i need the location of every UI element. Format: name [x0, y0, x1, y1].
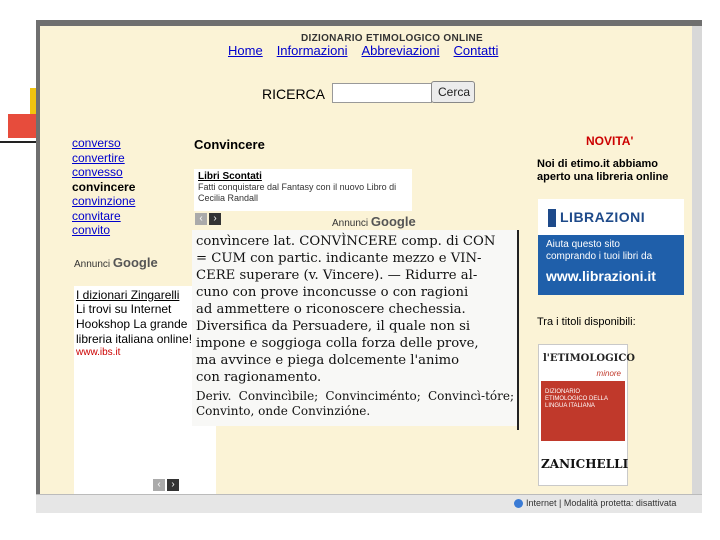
status-bar — [36, 494, 702, 513]
book-subtitle: DIZIONARIO ETIMOLOGICO DELLA LINGUA ITALIANA — [545, 389, 608, 409]
entry-ad-body: Fatti conquistare dal Fantasy con il nuovo Libro di Cecilia Randall — [198, 182, 397, 203]
scan-line: impone e soggioga colla forza delle prove, — [196, 336, 479, 351]
word-link[interactable]: convinzione — [72, 194, 136, 208]
dictionary-scan — [192, 230, 517, 426]
nav-contatti[interactable]: Contatti — [453, 43, 499, 58]
word-link[interactable]: convertire — [72, 150, 125, 165]
vertical-scrollbar[interactable] — [692, 26, 702, 494]
nav-informazioni[interactable]: Informazioni — [276, 43, 348, 58]
scan-line: ad ammettere o riconoscere chechessia. — [196, 302, 466, 317]
novita-text: Noi di etimo.it abbiamo aperto una libreria online — [537, 158, 669, 183]
prev-arrow-icon[interactable]: ‹ — [153, 479, 165, 491]
scan-line: con ragionamento. — [196, 370, 322, 385]
left-google-ads-label[interactable] — [74, 255, 158, 270]
status-text — [514, 498, 676, 508]
word-current: convincere — [72, 179, 136, 194]
entry-headword: Convincere — [194, 137, 265, 152]
librazioni-logo — [548, 209, 645, 227]
scan-text — [196, 233, 514, 419]
nav-abbreviazioni[interactable]: Abbreviazioni — [361, 43, 440, 58]
slide-decoration-line — [0, 141, 40, 143]
scan-deriv: Deriv. Convincìbile; Convinciménto; Convincì-tóre; Convinto, onde Convinzióne. — [196, 389, 514, 418]
librazioni-url[interactable]: www.librazioni.it — [546, 268, 656, 284]
left-ad-arrows — [153, 479, 179, 491]
search-label: RICERCA — [262, 86, 326, 102]
entry-ad-box[interactable] — [194, 169, 412, 211]
librazioni-line1: Aiuta questo sito — [546, 239, 620, 250]
scan-divider — [517, 230, 519, 430]
word-link[interactable]: convito — [72, 223, 111, 237]
ads-label: Annunci — [332, 218, 369, 229]
page-viewport — [40, 26, 692, 494]
book-minore: minore — [596, 369, 621, 378]
librazioni-banner[interactable] — [538, 199, 684, 295]
site-title: DIZIONARIO ETIMOLOGICO ONLINE — [300, 33, 484, 44]
prev-arrow-icon[interactable]: ‹ — [195, 213, 207, 225]
scan-line: CERE superare (v. Vincere). — Ridurre al- — [196, 268, 478, 283]
search-button[interactable]: Cerca — [431, 81, 475, 103]
status-label: Internet | Modalità protetta: disattivata — [526, 498, 677, 508]
next-arrow-icon[interactable]: › — [167, 479, 179, 491]
word-link[interactable]: converso — [72, 136, 121, 150]
left-ad-url[interactable]: www.ibs.it — [76, 347, 121, 358]
entry-ad-title[interactable]: Libri Scontati — [198, 171, 262, 182]
novita-heading: NOVITA' — [586, 134, 634, 148]
word-link[interactable]: convesso — [72, 165, 123, 179]
nav-home[interactable]: Home — [228, 43, 263, 58]
entry-google-ads-label[interactable] — [332, 214, 416, 229]
librazioni-logo-text: LIBRAZIONI — [560, 209, 646, 225]
scan-line: = CUM con partic. indicante mezzo e VIN- — [196, 251, 482, 266]
top-nav — [228, 43, 498, 58]
book-title: l'ETIMOLOGICO — [543, 353, 636, 364]
scan-line: cuno con prove inconcusse o con ragioni — [196, 285, 469, 300]
scan-line: convìncere lat. CONVÌNCERE comp. di CON — [196, 234, 496, 249]
google-logo: Google — [112, 255, 158, 270]
titles-label: Tra i titoli disponibili: — [537, 316, 636, 328]
word-link[interactable]: convitare — [72, 208, 121, 223]
left-ad-body: Li trovi su Internet Hookshop La grande libreria italiana online! — [76, 302, 193, 346]
browser-window — [36, 20, 702, 494]
book-publisher: ZANICHELLI — [541, 457, 629, 471]
next-arrow-icon[interactable]: › — [209, 213, 221, 225]
librazioni-logo-icon — [548, 209, 556, 227]
book-cover[interactable] — [538, 344, 636, 486]
globe-icon — [514, 499, 523, 508]
librazioni-line2: comprando i tuoi libri da — [546, 251, 653, 262]
word-list — [72, 136, 135, 238]
scan-line: ma avvince e piega dolcemente l'animo — [196, 353, 460, 368]
left-ad-title[interactable]: I dizionari Zingarelli — [76, 288, 180, 302]
search-input[interactable] — [332, 83, 432, 103]
ads-label: Annunci — [74, 259, 111, 270]
scan-line: Diversifica da Persuadere, il quale non si — [196, 319, 471, 334]
google-logo: Google — [370, 214, 416, 229]
entry-ad-arrows — [195, 213, 221, 225]
